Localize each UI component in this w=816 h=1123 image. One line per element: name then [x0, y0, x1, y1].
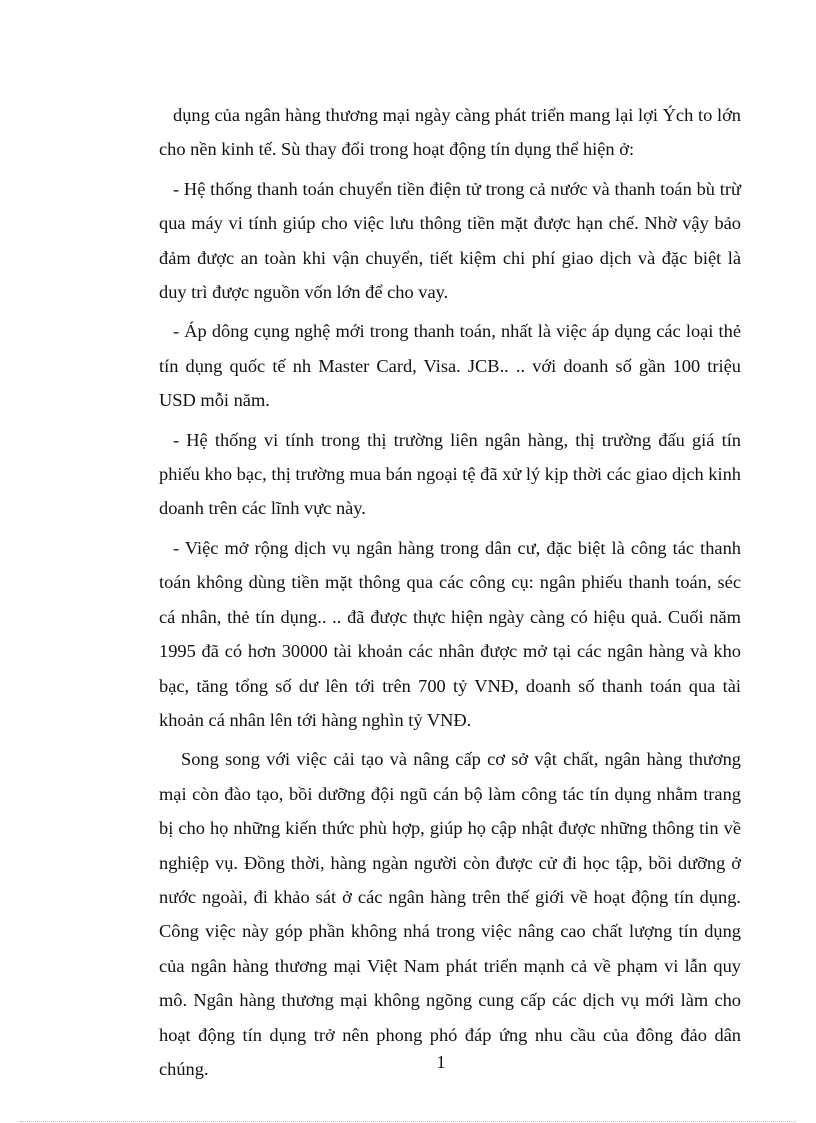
paragraph-intro: dụng của ngân hàng thương mại ngày càng phát triển mang lại lợi Ých to lớn cho nền kinh tế. Sù thay đổi trong hoạt động tín dụng thể hiện ở: — [159, 105, 741, 160]
page-bottom-divider — [20, 1121, 796, 1122]
paragraph-payment-systems: - Hệ thống thanh toán chuyển tiền điện tử trong cả nước và thanh toán bù trừ qua máy vi tính giúp cho việc lưu thông tiền mặt được hạn chế. Nhờ vậy bảo đảm được an toàn khi vận chuyển, tiết kiệm chi phí giao dịch và đặc biệt là duy trì được nguồn vốn lớn để cho vay. — [159, 178, 741, 303]
paragraph-new-technology: - Áp dông cụng nghệ mới trong thanh toán, nhất là việc áp dụng các loại thẻ tín dụng quốc tế nh Master Card, Visa. JCB.. .. với doanh số gần 100 triệu USD mỗi năm. — [159, 321, 741, 411]
page-number: 1 — [436, 1052, 446, 1072]
paragraph-retail-services: - Việc mở rộng dịch vụ ngân hàng trong dân cư, đặc biệt là công tác thanh toán không dùng tiền mặt thông qua các công cụ: ngân phiếu thanh toán, séc cá nhân, thẻ tín dụng.. .. đã được thực hiện ngày càng có hiệu quả. Cuối năm 1995 đã có hơn 30000 tài khoản các nhân được mở tại các ngân hàng và kho bạc, tăng tổng số dư lên tới trên 700 tỷ VNĐ, doanh số thanh toán qua tài khoản cá nhân lên tới hàng nghìn tỷ VNĐ. — [159, 537, 741, 730]
body-text — [159, 98, 741, 1091]
paragraph-interbank-computing: - Hệ thống vi tính trong thị trường liên ngân hàng, thị trường đấu giá tín phiếu kho bạc, thị trường mua bán ngoại tệ đã xử lý kịp thời các giao dịch kinh doanh trên các lĩnh vực này. — [159, 429, 741, 519]
paragraph-staff-training: Song song với việc cải tạo và nâng cấp cơ sở vật chất, ngân hàng thương mại còn đào tạo, bồi dưỡng đội ngũ cán bộ làm công tác tín dụng nhằm trang bị cho họ những kiến thức phù hợp, giúp họ cập nhật được những thông tin về nghiệp vụ. Đồng thời, hàng ngàn người còn được cử đi học tập, bồi dưỡng ở nước ngoài, đi khảo sát ở các ngân hàng trên thế giới về hoạt động tín dụng. Công việc này góp phần không nhá trong việc nâng cao chất lượng tín dụng của ngân hàng thương mại Việt Nam phát triển mạnh cả về phạm vi lẫn quy mô. Ngân hàng thương mại không ngõng cung cấp các dịch vụ mới làm cho hoạt động tín dụng trở nên phong phó đáp ứng nhu cầu của đông đảo dân chúng. — [159, 749, 741, 1079]
